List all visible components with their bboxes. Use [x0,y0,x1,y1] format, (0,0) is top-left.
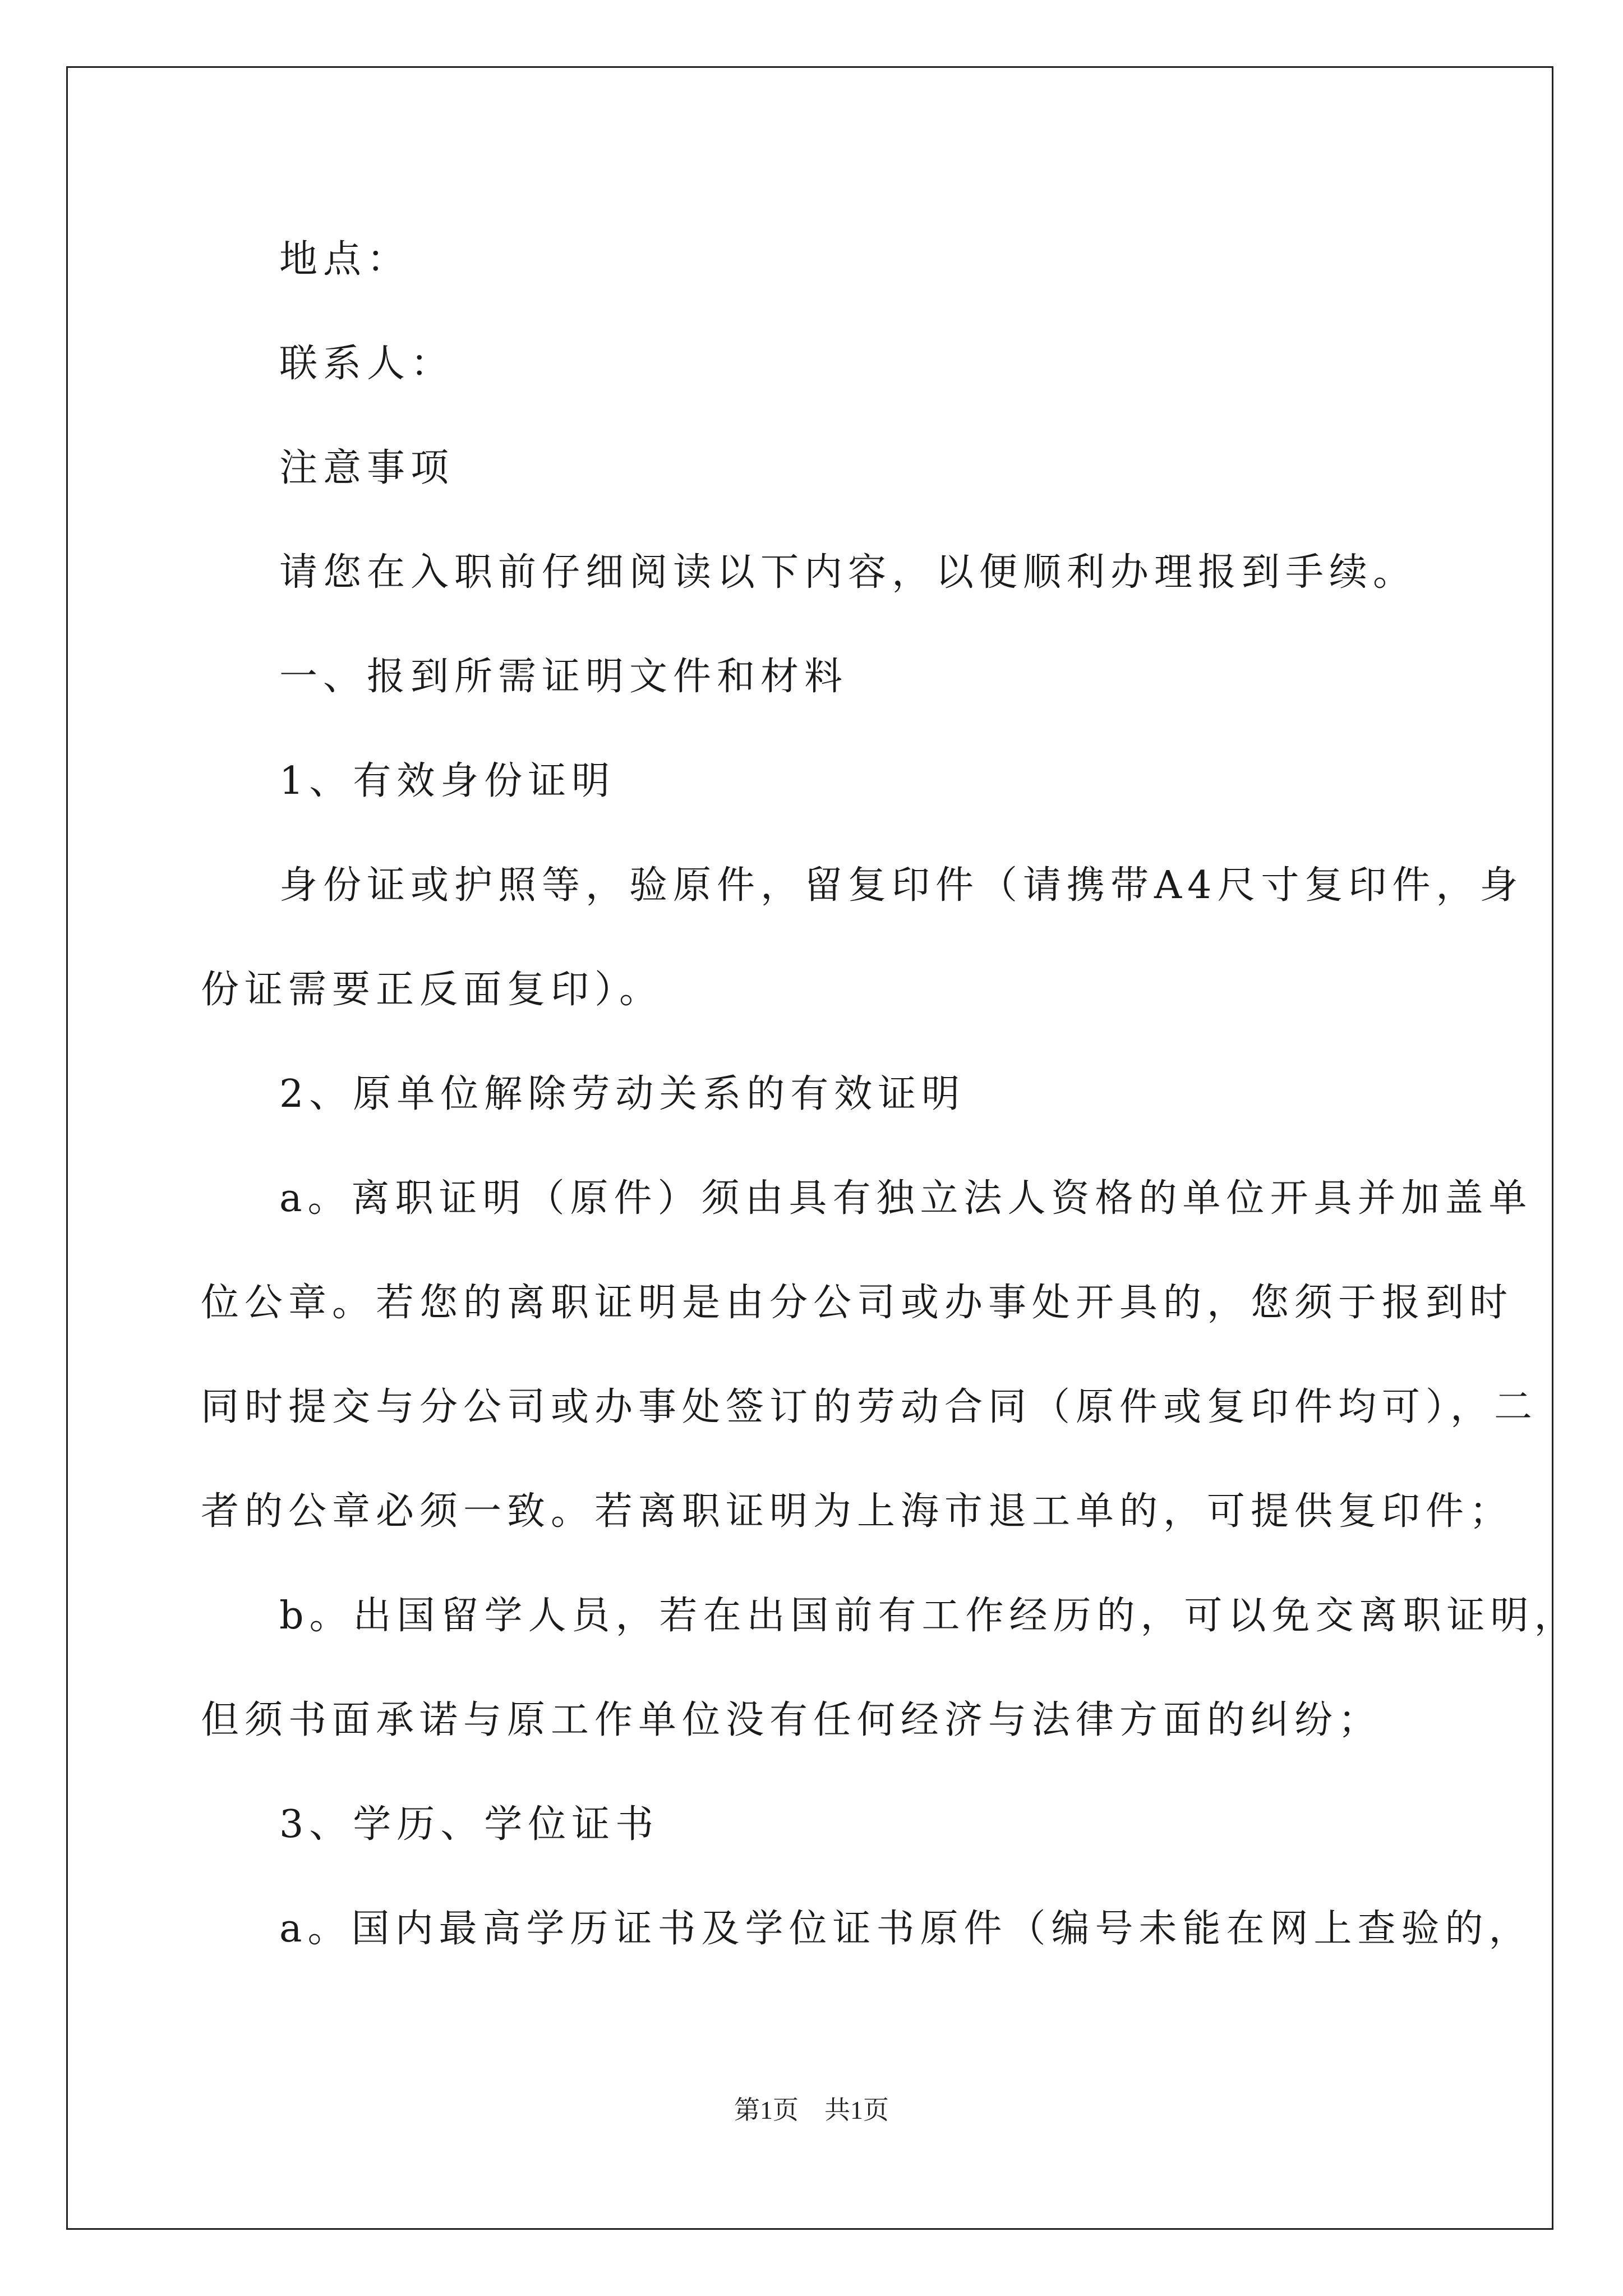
id-paragraph-line-2: 份证需要正反面复印）。 [201,968,663,1012]
termination-a-line-4: 者的公章必须一致。若离职证明为上海市退工单的，可提供复印件； [201,1489,1514,1534]
item-heading-id: 1、有效身份证明 [279,759,616,803]
item-heading-education: 3、学历、学位证书 [279,1802,660,1847]
termination-b-line-1: b。出国留学人员，若在出国前有工作经历的，可以免交离职证明， [279,1594,1578,1638]
intro-paragraph: 请您在入职前仔细阅读以下内容，以便顺利办理报到手续。 [279,550,1417,595]
item-heading-termination: 2、原单位解除劳动关系的有效证明 [279,1072,966,1116]
termination-b-line-2: 但须书面承诺与原工作单位没有任何经济与法律方面的纠纷； [201,1698,1382,1742]
contact-label: 联系人： [279,342,455,386]
location-label: 地点： [279,237,411,282]
section-heading-1: 一、报到所需证明文件和材料 [279,655,849,699]
termination-a-line-2: 位公章。若您的离职证明是由分公司或办事处开具的，您须于报到时 [201,1281,1514,1325]
notes-heading: 注意事项 [279,446,455,490]
id-paragraph-line-1: 身份证或护照等，验原件，留复印件（请携带A4尺寸复印件，身 [279,863,1524,908]
termination-a-line-1: a。离职证明（原件）须由具有独立法人资格的单位开具并加盖单 [279,1176,1533,1221]
termination-a-line-3: 同时提交与分公司或办事处签订的劳动合同（原件或复印件均可），二 [201,1385,1538,1429]
document-body [201,208,1578,1981]
page-number-footer: 第1页 共1页 [734,2096,889,2124]
education-a-line-1: a。国内最高学历证书及学位证书原件（编号未能在网上查验的， [279,1907,1533,1951]
